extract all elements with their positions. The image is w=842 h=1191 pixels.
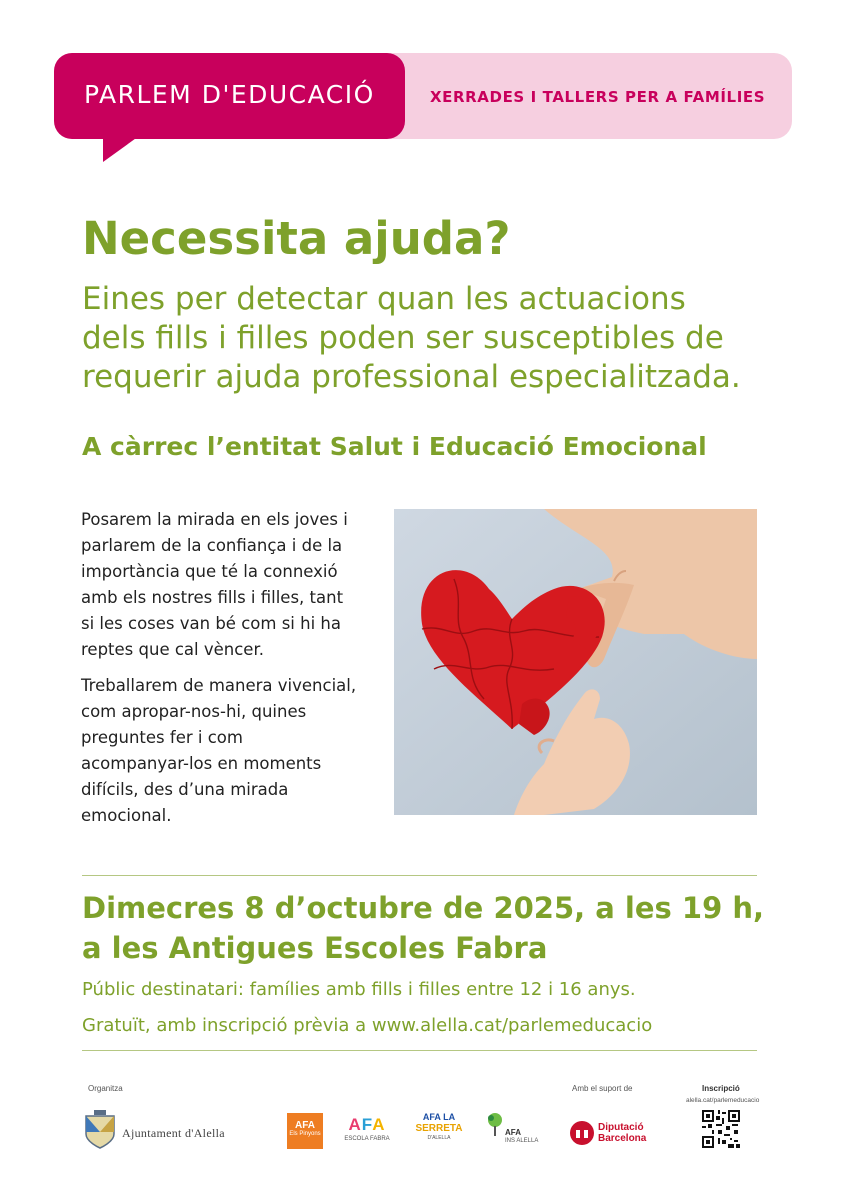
text-line: acompanyar-los en moments [81,754,322,773]
subtitle-line: dels fills i filles poden ser susceptibles de [82,320,724,356]
text-line: amb els nostres fills i filles, tant [81,588,344,607]
description [81,507,371,839]
qr-code[interactable] [702,1110,740,1153]
description-paragraph-1 [81,507,371,663]
inscripcio-url[interactable]: alella.cat/parlemeducacio [686,1097,760,1104]
presenter-line: A càrrec l’entitat Salut i Educació Emocional [82,432,707,461]
ajuntament-name: Ajuntament d'Alella [122,1126,225,1140]
page-title: Necessita ajuda? [82,212,511,265]
text-line: difícils, des d’una mirada [81,780,289,799]
afa-els-pinyons-sub: Els Pinyons [289,1131,321,1137]
event-venue-line: a les Antigues Escoles Fabra [82,931,548,965]
series-title: PARLEM D'EDUCACIÓ [84,80,375,109]
event-date [82,888,764,968]
text-line: preguntes fer i com [81,728,243,747]
coat-of-arms-icon [82,1110,118,1150]
afa-escola-fabra-logo [342,1114,392,1150]
heart-puzzle-photo [394,509,757,815]
afa-ins-alella-sub: INS ALELLA [505,1138,539,1144]
speech-bubble-tail [103,136,139,162]
afa-els-pinyons-logo [287,1113,323,1149]
text-line: Posarem la mirada en els joves i [81,510,348,529]
inscripcio-label: Inscripció [702,1084,740,1093]
organitza-label: Organitza [88,1084,123,1093]
qr-code-icon [702,1110,740,1148]
registration-info[interactable]: Gratuït, amb inscripció prèvia a www.alella.cat/parlemeducacio [82,1015,653,1036]
diputacio-text [598,1122,646,1144]
afa-la-serreta-line1: AFA LA [422,1112,456,1122]
diputacio-emblem-icon [570,1121,594,1145]
afa-ins-alella-title: AFA [505,1128,521,1137]
afa-letter: A [372,1115,386,1134]
afa-ins-alella-logo [485,1110,541,1150]
diputacio-barcelona-logo [570,1120,658,1148]
afa-la-serreta-sub: D'ALELLA [427,1135,451,1141]
divider [82,875,757,876]
description-paragraph-2 [81,673,371,829]
text-line: emocional. [81,806,172,825]
text-line: parlarem de la confiança i de la [81,536,343,555]
afa-escola-fabra-title [342,1114,392,1136]
text-line: com apropar-nos-hi, quines [81,702,307,721]
divider [82,1050,757,1051]
text-line: Treballarem de manera vivencial, [81,676,357,695]
afa-la-serreta-line2: SERRETA [415,1123,463,1134]
suport-label: Amb el suport de [572,1084,633,1093]
page-subtitle [82,280,782,397]
afa-letter: A [348,1115,362,1134]
series-subtitle: XERRADES I TALLERS PER A FAMÍLIES [430,88,766,106]
afa-letter: F [361,1115,373,1134]
diputacio-line: Barcelona [598,1133,647,1144]
heart-puzzle-illustration [394,509,757,815]
event-date-line: Dimecres 8 d’octubre de 2025, a les 19 h, [82,891,765,925]
tree-icon [485,1112,505,1136]
subtitle-line: Eines per detectar quan les actuacions [82,281,686,317]
text-line: importància que té la connexió [81,562,338,581]
target-audience: Públic destinatari: famílies amb fills i filles entre 12 i 16 anys. [82,979,636,1000]
afa-els-pinyons-title: AFA [295,1120,315,1131]
text-line: reptes que cal vèncer. [81,640,264,659]
text-line: si les coses van bé com si hi ha [81,614,341,633]
afa-escola-fabra-sub: ESCOLA FABRA [344,1136,390,1142]
ajuntament-logo [82,1110,118,1155]
afa-la-serreta-logo [414,1112,464,1152]
diputacio-line: Diputació [598,1122,644,1133]
subtitle-line: requerir ajuda professional especialitzada. [82,359,741,395]
